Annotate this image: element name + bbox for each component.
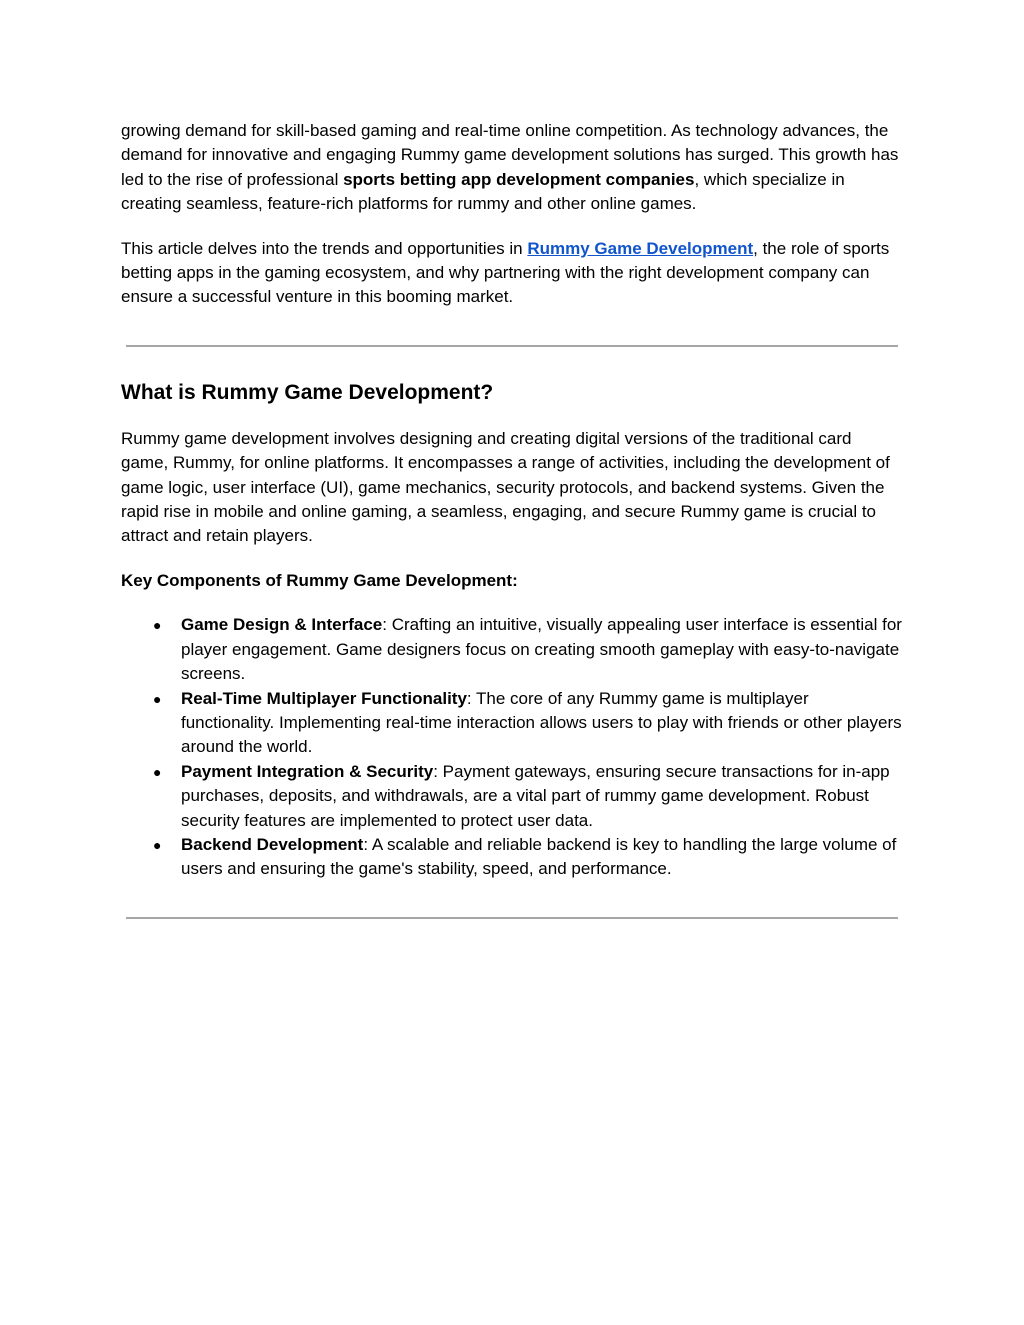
bullet-icon: ● <box>153 836 162 853</box>
list-item-term: Payment Integration & Security <box>181 761 434 781</box>
list-item-text: : The core of any Rummy game is multiplayer functionality. Implementing real-time interaction allows users to play with friends or other players around the world. <box>181 688 902 757</box>
intro-bold-phrase: sports betting app development companies <box>343 169 695 189</box>
list-item <box>121 613 903 686</box>
intro-paragraph <box>121 119 903 217</box>
key-components-list <box>121 613 903 881</box>
list-item-term: Game Design & Interface <box>181 615 383 635</box>
horizontal-divider <box>126 917 898 919</box>
list-item <box>121 687 903 760</box>
list-item-term: Real-Time Multiplayer Functionality <box>181 688 467 708</box>
key-components-subheading: Key Components of Rummy Game Development: <box>121 570 518 590</box>
bullet-icon: ● <box>153 763 162 780</box>
intro-text-start: growing demand for skill-based gaming and real-time online competition. As technology advances, the demand for innovative and engaging Rummy game development solutions has surged. This growth has led to the rise of professional <box>121 121 899 189</box>
section-heading: What is Rummy Game Development? <box>121 380 494 404</box>
intro-text-end: , which specialize in creating seamless, feature-rich platforms for rummy and other online games. <box>121 169 845 214</box>
overview-text-start: This article delves into the trends and opportunities in <box>121 238 528 258</box>
document-page <box>121 119 903 919</box>
overview-text-end: , the role of sports betting apps in the gaming ecosystem, and why partnering with the right development company can ensure a successful venture in this booming market. <box>121 238 890 307</box>
section-body-paragraph: Rummy game development involves designing and creating digital versions of the traditional card game, Rummy, for online platforms. It encompasses a range of activities, including the development of game logic, user interface (UI), game mechanics, security protocols, and backend systems. Given the rapid rise in mobile and online gaming, a seamless, engaging, and secure Rummy game is crucial to attract and retain players. <box>121 428 890 546</box>
horizontal-divider <box>126 345 898 347</box>
list-item-text: : Crafting an intuitive, visually appealing user interface is essential for player engagement. Game designers focus on creating smooth gameplay with easy-to-navigate screens. <box>181 615 902 684</box>
bullet-icon: ● <box>153 690 162 707</box>
list-item <box>121 760 903 833</box>
article-overview-paragraph <box>121 237 903 310</box>
rummy-game-development-link[interactable]: Rummy Game Development <box>527 238 754 258</box>
list-item-term: Backend Development <box>181 834 364 854</box>
bullet-icon: ● <box>153 617 162 634</box>
list-item-text: : Payment gateways, ensuring secure transactions for in-app purchases, deposits, and withdrawals, are a vital part of rummy game development. Robust security features are implemented to protect user data. <box>181 761 890 830</box>
list-item <box>121 833 903 882</box>
list-item-text: : A scalable and reliable backend is key to handling the large volume of users and ensuring the game's stability, speed, and performance. <box>181 834 897 879</box>
